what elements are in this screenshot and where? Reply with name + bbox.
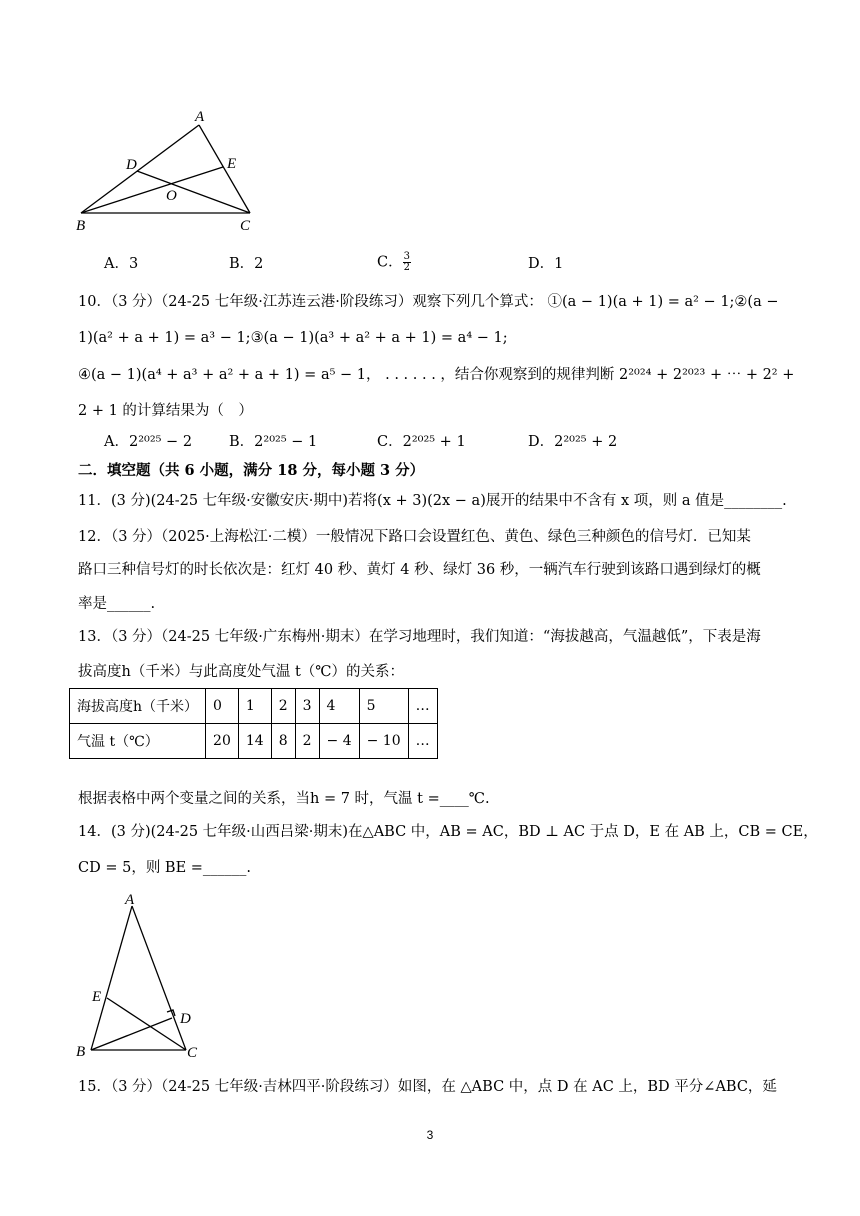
- q12-line-2: 路口三种信号灯的时长依次是：红灯 40 秒、黄灯 4 秒、绿灯 36 秒，一辆汽车行驶到该路口遇到绿灯的概: [78, 562, 761, 578]
- table-cell: 1: [238, 689, 271, 724]
- q10-line-2: 1)(a² + a + 1) = a³ − 1;③(a − 1)(a³ + a² + a + 1) = a⁴ − 1;: [78, 330, 508, 346]
- page-number: 3: [426, 1128, 434, 1142]
- table-cell: 0: [206, 689, 239, 724]
- q10-option-d: D．2²⁰²⁵ + 2: [528, 434, 618, 450]
- q9-option-c-prefix: C．: [377, 254, 403, 271]
- q9-option-d: D．1: [528, 256, 564, 272]
- q9-label-c: C: [240, 218, 251, 234]
- q9-triangle-figure: [70, 105, 270, 235]
- q13-data-table: [69, 688, 438, 759]
- q9-label-a: A: [195, 109, 205, 125]
- table-cell: 8: [271, 724, 295, 759]
- table-cell: 2: [271, 689, 295, 724]
- q11-line: 11．(3 分)(24-25 七年级·安徽安庆·期中)若将(x + 3)(2x − a)展开的结果中不含有 x 项，则 a 值是________.: [78, 493, 787, 509]
- table-cell: 海拔高度h（千米）: [70, 689, 206, 724]
- q9-option-b: B．2: [229, 256, 264, 272]
- table-row: [70, 724, 438, 759]
- q10-option-c: C．2²⁰²⁵ + 1: [377, 434, 466, 450]
- q9-label-e: E: [227, 156, 237, 172]
- table-cell: − 4: [319, 724, 359, 759]
- q15-line-1: 15．（3 分）（24-25 七年级·吉林四平·阶段练习）如图，在 △ABC 中，点 D 在 AC 上，BD 平分∠ABC，延: [78, 1079, 777, 1095]
- q9-option-a: A．3: [104, 256, 139, 272]
- table-cell: …: [408, 724, 437, 759]
- q14-line-1: 14．(3 分)(24-25 七年级·山西吕梁·期末)在△ABC 中，AB = AC，BD ⊥ AC 于点 D，E 在 AB 上，CB = CE，: [78, 824, 818, 840]
- q9-label-d: D: [126, 157, 137, 173]
- q13-line-1: 13．（3 分）（24-25 七年级·广东梅州·期末）在学习地理时，我们知道：“海拔越高，气温越低”，下表是海: [78, 629, 761, 645]
- q14-label-d: D: [180, 1011, 191, 1027]
- q10-option-b: B．2²⁰²⁵ − 1: [229, 434, 318, 450]
- q14-label-c: C: [187, 1045, 198, 1061]
- q10-line-1: 10．（3 分）（24-25 七年级·江苏连云港·阶段练习）观察下列几个算式： ①(a − 1)(a + 1) = a² − 1;②(a −: [78, 294, 779, 310]
- q14-label-a: A: [125, 892, 135, 908]
- q10-line-3: ④(a − 1)(a⁴ + a³ + a² + a + 1) = a⁵ − 1， . . . . . . ，结合你观察到的规律判断 2²⁰²⁴ + 2²⁰²³ + ⋯ + 2² +: [78, 367, 795, 383]
- table-row: [70, 689, 438, 724]
- table-cell: 3: [295, 689, 319, 724]
- section-2-heading: 二．填空题（共 6 小题，满分 18 分，每小题 3 分）: [78, 462, 425, 479]
- q13-line-2: 拔高度h（千米）与此高度处气温 t（℃）的关系：: [78, 664, 404, 680]
- q10-option-a: A．2²⁰²⁵ − 2: [104, 434, 193, 450]
- q9-option-c-fraction: $\frac{3}{2}$: [403, 251, 410, 273]
- q14-line-2: CD = 5，则 BE =______.: [78, 860, 252, 876]
- q9-label-b: B: [76, 218, 86, 234]
- q14-triangle-figure: [72, 888, 212, 1063]
- table-cell: 20: [206, 724, 239, 759]
- table-cell: 5: [359, 689, 408, 724]
- q14-label-b: B: [76, 1044, 86, 1060]
- table-cell: 气温 t（℃）: [70, 724, 206, 759]
- q10-line-4: 2 + 1 的计算结果为（ ）: [78, 403, 253, 419]
- table-cell: 2: [295, 724, 319, 759]
- q12-line-1: 12．（3 分）（2025·上海松江·二模）一般情况下路口会设置红色、黄色、绿色三种颜色的信号灯．已知某: [78, 529, 751, 545]
- table-cell: 4: [319, 689, 359, 724]
- q12-line-3: 率是______.: [78, 596, 156, 612]
- q13-after-line: 根据表格中两个变量之间的关系，当h = 7 时，气温 t =____℃.: [78, 791, 490, 807]
- q14-label-e: E: [92, 989, 102, 1005]
- table-cell: − 10: [359, 724, 408, 759]
- table-cell: 14: [238, 724, 271, 759]
- table-cell: …: [408, 689, 437, 724]
- q9-option-c: [377, 252, 411, 273]
- q9-label-o: O: [166, 188, 177, 204]
